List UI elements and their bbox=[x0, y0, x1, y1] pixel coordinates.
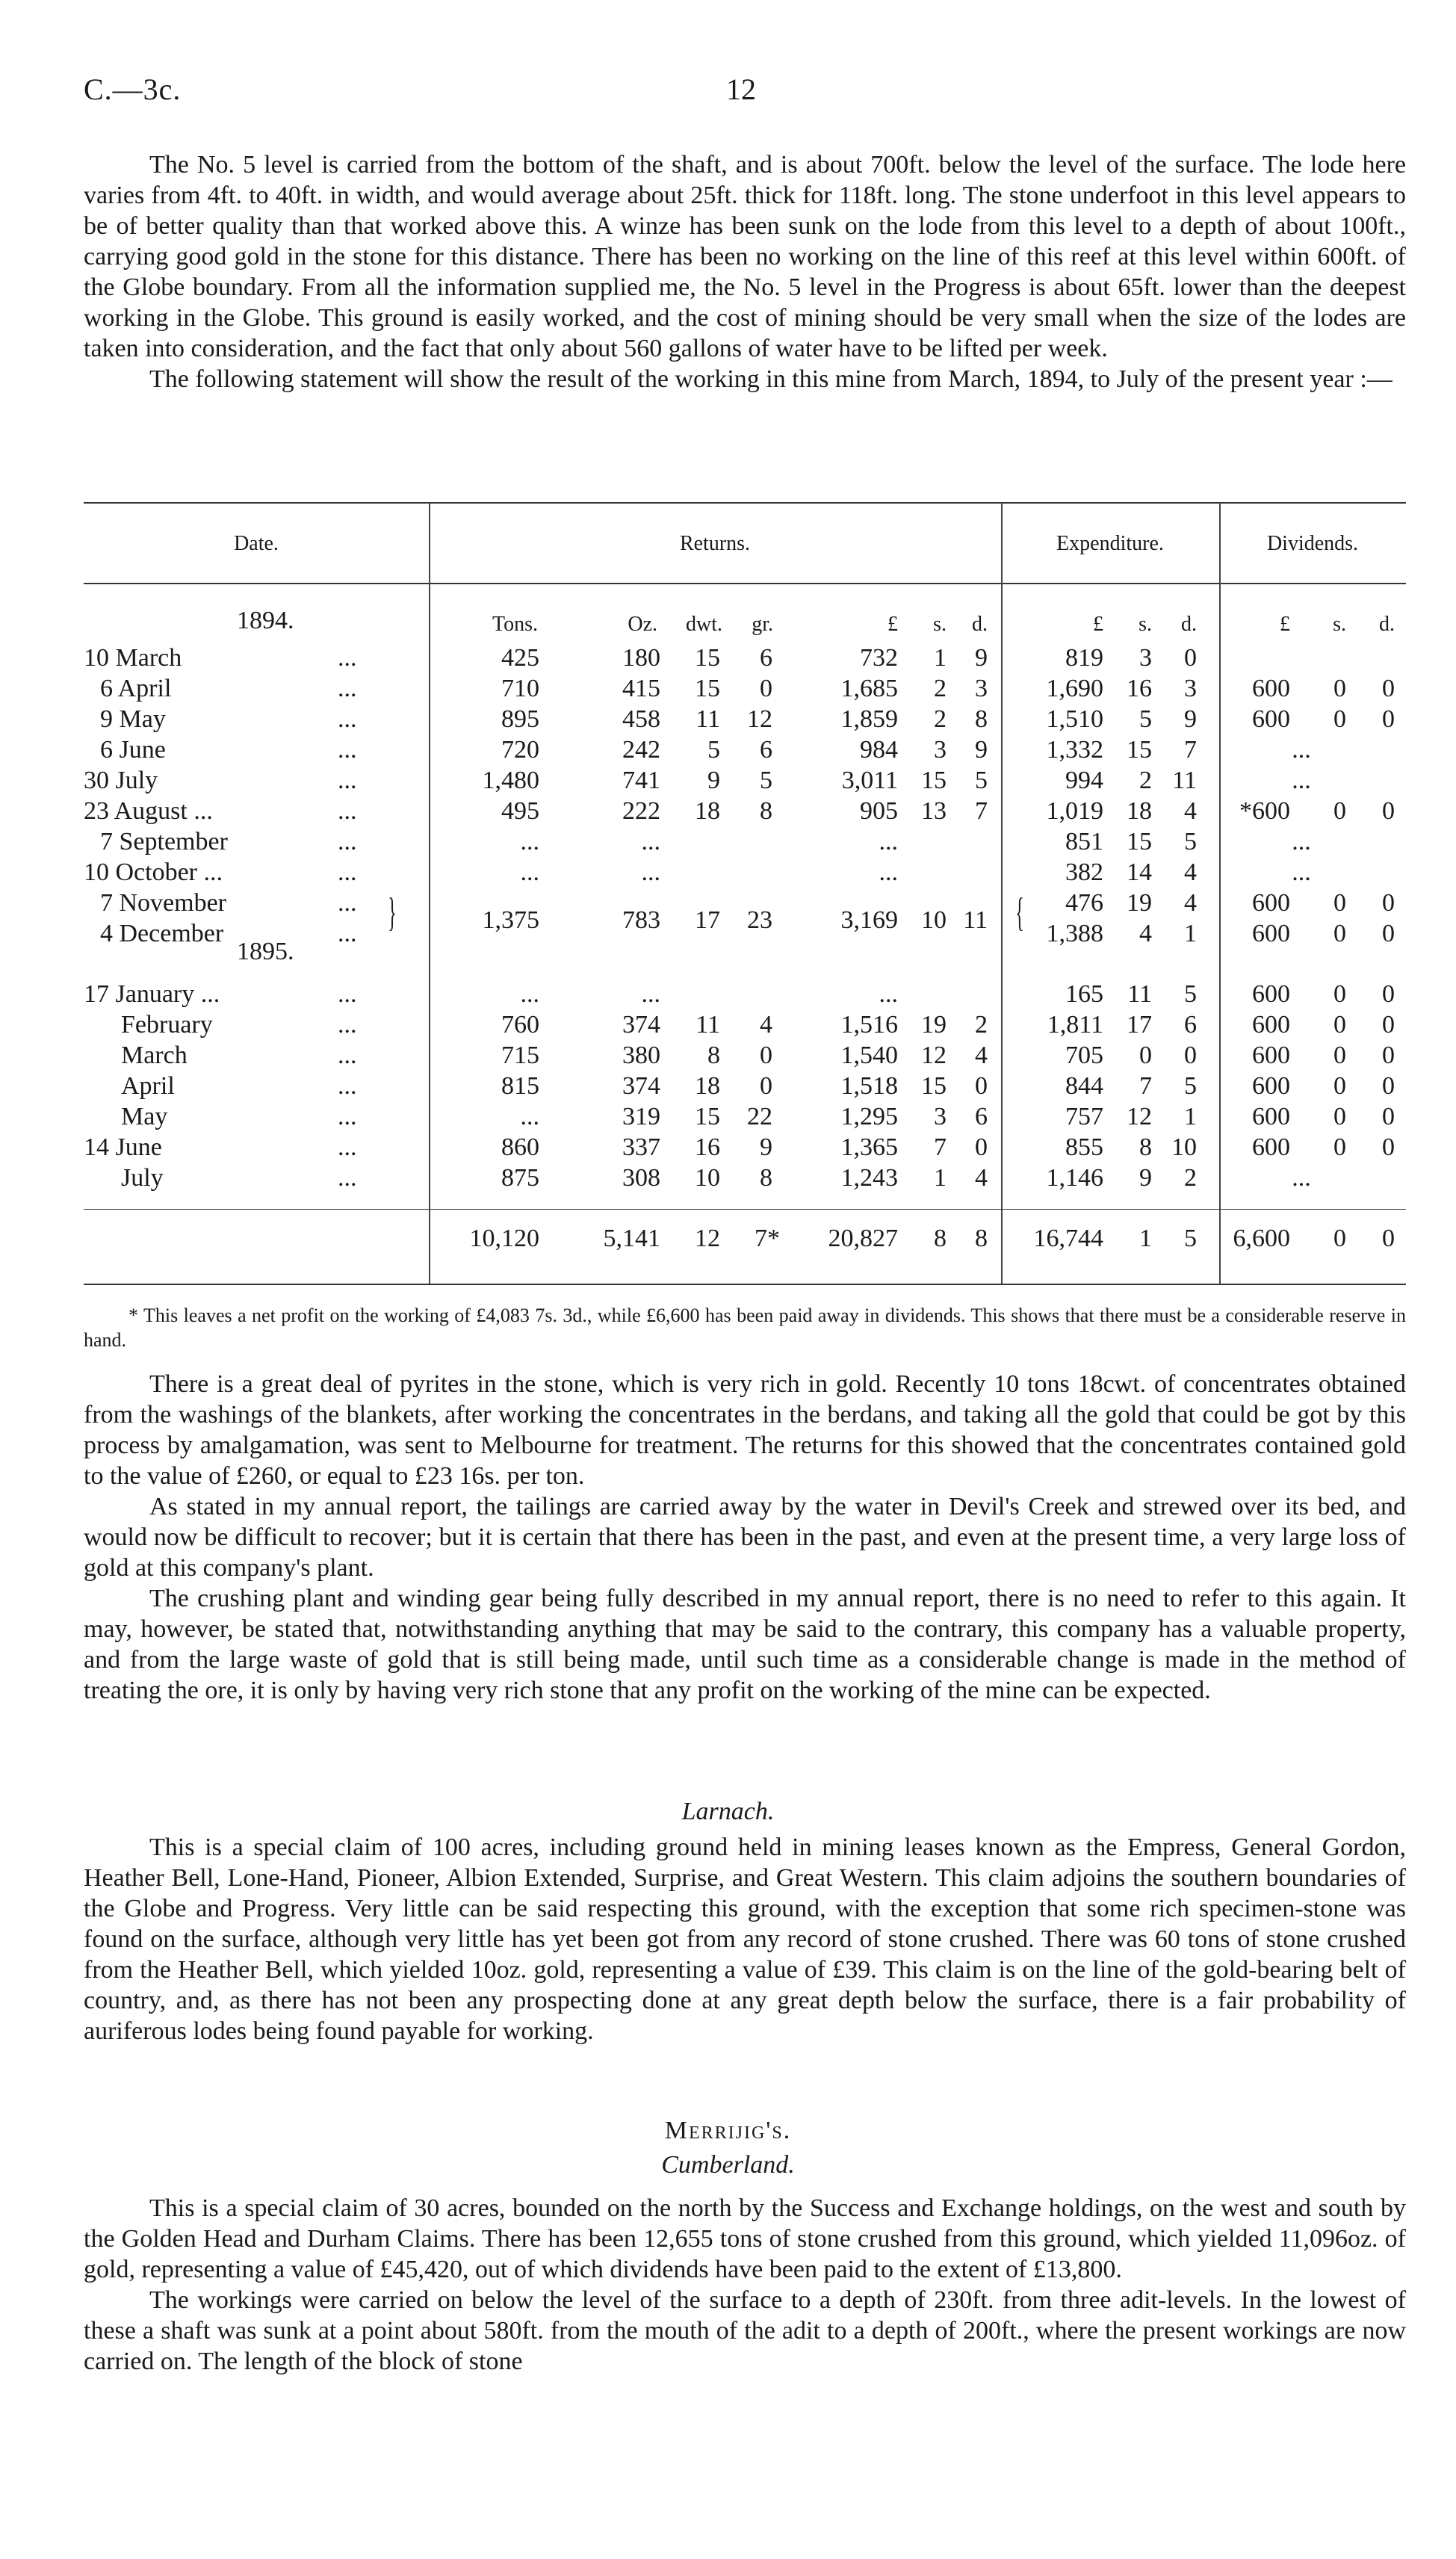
row-return-shillings: 13 bbox=[921, 797, 947, 825]
row-date: 6 April bbox=[100, 675, 172, 702]
total-expenditure-shillings: 1 bbox=[1139, 1225, 1152, 1252]
row-dividend-pounds: 600 bbox=[1252, 675, 1290, 702]
row-leader-dots: ... bbox=[338, 1011, 357, 1039]
row-expenditure-shillings: 18 bbox=[1127, 797, 1152, 825]
row-gr: 0 bbox=[760, 1042, 772, 1069]
row-expenditure-pence: 1 bbox=[1184, 1103, 1197, 1130]
row-oz: 242 bbox=[622, 736, 660, 764]
unit-tons: Tons. bbox=[492, 613, 538, 636]
row-leader-dots: ... bbox=[338, 675, 357, 702]
row-gr: 0 bbox=[760, 675, 772, 702]
row-dividend-pounds: 600 bbox=[1252, 1133, 1290, 1161]
row-expenditure-pounds: 1,811 bbox=[1047, 1011, 1103, 1039]
row-return-shillings: 3 bbox=[934, 736, 947, 764]
row-tons: 815 bbox=[501, 1072, 539, 1100]
row-dwt: 10 bbox=[695, 1164, 720, 1192]
row-expenditure-pence: 0 bbox=[1184, 1042, 1197, 1069]
row-expenditure-pence: 5 bbox=[1184, 980, 1197, 1008]
row-dividend-shillings: 0 bbox=[1333, 705, 1346, 733]
row-return-pence: 9 bbox=[975, 644, 988, 672]
row-return-pounds: 1,859 bbox=[840, 705, 898, 733]
brace: } bbox=[388, 890, 397, 935]
row-oz: 180 bbox=[622, 644, 660, 672]
row-return-pounds: 905 bbox=[860, 797, 898, 825]
total-return-pence: 8 bbox=[975, 1225, 988, 1252]
row-tons: 495 bbox=[501, 797, 539, 825]
column-divider bbox=[1001, 502, 1003, 1284]
row-expenditure-shillings: 5 bbox=[1139, 705, 1152, 733]
section-heading-cumberland: Cumberland. bbox=[661, 2151, 795, 2179]
unit-pence: d. bbox=[1379, 613, 1395, 636]
row-return-pence: 8 bbox=[975, 705, 988, 733]
total-dividend-pence: 0 bbox=[1382, 1225, 1395, 1252]
row-leader-dots: ... bbox=[338, 767, 357, 794]
row-dividend-shillings: 0 bbox=[1333, 1133, 1346, 1161]
row-return-pounds: 984 bbox=[860, 736, 898, 764]
intro-text bbox=[84, 149, 1406, 394]
row-expenditure-pence: 6 bbox=[1184, 1011, 1197, 1039]
row-expenditure-shillings: 2 bbox=[1139, 767, 1152, 794]
unit-shillings: s. bbox=[1333, 613, 1346, 636]
row-return-pounds: ... bbox=[879, 858, 898, 886]
page-number: 12 bbox=[726, 72, 756, 106]
row-return-shillings: 2 bbox=[934, 675, 947, 702]
row-dividend-shillings: 0 bbox=[1333, 980, 1346, 1008]
row-tons: ... bbox=[520, 828, 539, 855]
row-return-pounds: 1,243 bbox=[840, 1164, 898, 1192]
row-tons: 425 bbox=[501, 644, 539, 672]
row-expenditure-shillings: 8 bbox=[1139, 1133, 1152, 1161]
column-header-expenditure: Expenditure. bbox=[1056, 532, 1164, 555]
row-leader-dots: ... bbox=[338, 736, 357, 764]
row-tons: ... bbox=[520, 980, 539, 1008]
row-expenditure-shillings: 0 bbox=[1139, 1042, 1152, 1069]
row-dividend-pounds: 600 bbox=[1252, 1011, 1290, 1039]
row-expenditure-pounds: 382 bbox=[1065, 858, 1103, 886]
row-oz: 374 bbox=[622, 1011, 660, 1039]
row-expenditure-pence: 4 bbox=[1184, 889, 1197, 917]
row-date: 17 January ... bbox=[84, 980, 220, 1008]
row-return-shillings: 19 bbox=[921, 1011, 947, 1039]
row-tons: 860 bbox=[501, 1133, 539, 1161]
row-tons: ... bbox=[520, 858, 539, 886]
row-expenditure-shillings: 17 bbox=[1127, 1011, 1152, 1039]
row-return-pence: 0 bbox=[975, 1072, 988, 1100]
paragraph: This is a special claim of 30 acres, bounded on the north by the Success and Exchange holdings, on the west and south by the Golden Head and Durham Claims. There has been 12,655 tons of stone crushed from this ground, which yielded 11,096oz. of gold, representing a value of £45,420, out of which dividends have been paid to the extent of £13,800. bbox=[84, 2194, 1406, 2283]
row-leader-dots: ... bbox=[338, 797, 357, 825]
row-gr: 6 bbox=[760, 736, 772, 764]
total-gr: 7* bbox=[755, 1225, 780, 1252]
row-dividend-pence: 0 bbox=[1382, 705, 1395, 733]
row-return-shillings: 3 bbox=[934, 1103, 947, 1130]
row-gr: 9 bbox=[760, 1133, 772, 1161]
row-dividend-pounds: 600 bbox=[1252, 980, 1290, 1008]
row-expenditure-pounds: 757 bbox=[1065, 1103, 1103, 1130]
row-expenditure-pounds: 994 bbox=[1065, 767, 1103, 794]
paragraph: There is a great deal of pyrites in the stone, which is very rich in gold. Recently 10 tons 18cwt. of concentrates obtained from the washings of the blankets, after working the concentrates in the berdans, and taking all the gold that could be got by this process by amalgamation, was sent to Melbourne for treatment. The returns for this showed that the concentrates contained gold to the value of £260, or equal to £23 16s. per ton. bbox=[84, 1370, 1406, 1490]
row-return-pounds: 1,516 bbox=[840, 1011, 898, 1039]
row-oz: 319 bbox=[622, 1103, 660, 1130]
row-return-shillings: 2 bbox=[934, 705, 947, 733]
paragraph: The following statement will show the result of the working in this mine from March, 1894, to July of the present year :— bbox=[149, 365, 1393, 393]
total-dwt: 12 bbox=[695, 1225, 720, 1252]
row-dividend-pounds: ... bbox=[1292, 736, 1311, 764]
row-oz: 380 bbox=[622, 1042, 660, 1069]
row-leader-dots: ... bbox=[338, 1042, 357, 1069]
total-expenditure-pence: 5 bbox=[1184, 1225, 1197, 1252]
row-expenditure-shillings: 3 bbox=[1139, 644, 1152, 672]
row-dividend-pence: 0 bbox=[1382, 1042, 1395, 1069]
paragraph: The workings were carried on below the level of the surface to a depth of 230ft. from three adit-levels. In the lowest of these a shaft was sunk at a point about 580ft. from the mouth of the adit to a depth of 200ft., where the present workings are now carried on. The length of the block of stone bbox=[84, 2286, 1406, 2375]
row-dwt: 18 bbox=[695, 1072, 720, 1100]
row-gr: 8 bbox=[760, 797, 772, 825]
row-oz: 374 bbox=[622, 1072, 660, 1100]
row-dividend-shillings: 0 bbox=[1333, 1011, 1346, 1039]
row-dividend-pounds: ... bbox=[1292, 858, 1311, 886]
total-return-pounds: 20,827 bbox=[828, 1225, 898, 1252]
row-dividend-shillings: 0 bbox=[1333, 1042, 1346, 1069]
paragraph: This is a special claim of 100 acres, including ground held in mining leases known as the Empress, General Gordon, Heather Bell, Lone-Hand, Pioneer, Albion Extended, Surprise, and Great Western. This claim adjoins the southern boundaries of the Globe and Progress. Very little can be said respecting this ground, with the exception that some rich specimen-stone was found on the surface, although very little has yet been got from any record of stone crushed. There was 60 tons of stone crushed from the Heather Bell, which yielded 10oz. gold, representing a value of £39. This claim is on the line of the gold-bearing belt of country, and, as there has not been any prospecting done at any great depth below the surface, there is a fair probability of auriferous lodes being found payable for working. bbox=[84, 1834, 1406, 2045]
row-expenditure-shillings: 4 bbox=[1139, 920, 1152, 947]
row-dividend-pounds: ... bbox=[1292, 828, 1311, 855]
row-leader-dots: ... bbox=[338, 920, 357, 947]
row-return-pounds: 1,365 bbox=[840, 1133, 898, 1161]
row-dwt: 5 bbox=[707, 736, 720, 764]
unit-pounds: £ bbox=[1280, 613, 1290, 636]
row-dividend-pence: 0 bbox=[1382, 920, 1395, 947]
row-date: 14 June bbox=[84, 1133, 162, 1161]
row-tons: 875 bbox=[501, 1164, 539, 1192]
row-date: 7 November bbox=[100, 889, 227, 917]
row-dividend-pence: 0 bbox=[1382, 675, 1395, 702]
row-dividend-pence: 0 bbox=[1382, 889, 1395, 917]
row-dividend-pounds: *600 bbox=[1239, 797, 1290, 825]
column-header-returns: Returns. bbox=[679, 532, 751, 555]
row-expenditure-pence: 11 bbox=[1172, 767, 1197, 794]
row-date: 4 December bbox=[100, 920, 224, 947]
row-dividend-pounds: 600 bbox=[1252, 1042, 1290, 1069]
row-gr: 12 bbox=[747, 705, 772, 733]
row-expenditure-pounds: 1,510 bbox=[1046, 705, 1103, 733]
row-dwt: 18 bbox=[695, 797, 720, 825]
row-date: 6 June bbox=[100, 736, 166, 764]
row-return-pounds: ... bbox=[879, 828, 898, 855]
row-leader-dots: ... bbox=[338, 828, 357, 855]
row-return-shillings: 12 bbox=[921, 1042, 947, 1069]
row-return-shillings: 1 bbox=[934, 644, 947, 672]
row-date: July bbox=[121, 1164, 164, 1192]
row-leader-dots: ... bbox=[338, 1103, 357, 1130]
row-expenditure-pence: 5 bbox=[1184, 1072, 1197, 1100]
row-dividend-pounds: 600 bbox=[1252, 889, 1290, 917]
row-gr: 5 bbox=[760, 767, 772, 794]
combined-return-pounds: 3,169 bbox=[840, 906, 898, 934]
combined-tons: 1,375 bbox=[482, 906, 539, 934]
row-expenditure-pence: 0 bbox=[1184, 644, 1197, 672]
row-dividend-pounds: ... bbox=[1292, 1164, 1311, 1192]
row-date: May bbox=[121, 1103, 168, 1130]
row-leader-dots: ... bbox=[338, 980, 357, 1008]
row-gr: 6 bbox=[760, 644, 772, 672]
combined-return-shillings: 10 bbox=[921, 906, 947, 934]
row-expenditure-pence: 3 bbox=[1184, 675, 1197, 702]
row-leader-dots: ... bbox=[338, 1133, 357, 1161]
year-label: 1895. bbox=[237, 938, 294, 965]
row-gr: 8 bbox=[760, 1164, 772, 1192]
row-leader-dots: ... bbox=[338, 644, 357, 672]
row-expenditure-pence: 10 bbox=[1171, 1133, 1197, 1161]
row-expenditure-pounds: 819 bbox=[1065, 644, 1103, 672]
row-dwt: 15 bbox=[695, 675, 720, 702]
row-oz: ... bbox=[641, 828, 660, 855]
row-expenditure-shillings: 7 bbox=[1139, 1072, 1152, 1100]
row-oz: 222 bbox=[622, 797, 660, 825]
row-oz: 415 bbox=[622, 675, 660, 702]
row-dividend-shillings: 0 bbox=[1333, 675, 1346, 702]
row-date: 7 September bbox=[100, 828, 228, 855]
row-expenditure-shillings: 9 bbox=[1139, 1164, 1152, 1192]
row-expenditure-pence: 9 bbox=[1184, 705, 1197, 733]
total-tons: 10,120 bbox=[469, 1225, 539, 1252]
unit-pence: d. bbox=[1181, 613, 1197, 636]
row-return-pence: 2 bbox=[975, 1011, 988, 1039]
row-expenditure-pence: 7 bbox=[1184, 736, 1197, 764]
unit-pence: d. bbox=[972, 613, 988, 636]
unit-pounds: £ bbox=[1093, 613, 1103, 636]
row-return-shillings: 7 bbox=[934, 1133, 947, 1161]
brace: { bbox=[1015, 890, 1024, 935]
unit-gr: gr. bbox=[752, 613, 773, 636]
row-leader-dots: ... bbox=[338, 705, 357, 733]
row-expenditure-pounds: 851 bbox=[1065, 828, 1103, 855]
row-return-pence: 0 bbox=[975, 1133, 988, 1161]
table-total-rule bbox=[84, 1209, 1406, 1210]
table-bottom-rule bbox=[84, 1284, 1406, 1285]
row-return-pounds: 1,518 bbox=[840, 1072, 898, 1100]
row-return-pence: 4 bbox=[975, 1164, 988, 1192]
row-dividend-pounds: 600 bbox=[1252, 920, 1290, 947]
row-expenditure-pounds: 1,690 bbox=[1046, 675, 1103, 702]
row-return-pence: 3 bbox=[975, 675, 988, 702]
row-dwt: 11 bbox=[696, 705, 720, 733]
row-return-pence: 7 bbox=[975, 797, 988, 825]
row-oz: ... bbox=[641, 980, 660, 1008]
combined-gr: 23 bbox=[747, 906, 772, 934]
table-header-rule bbox=[84, 583, 1406, 584]
row-tons: 710 bbox=[501, 675, 539, 702]
row-leader-dots: ... bbox=[338, 889, 357, 917]
row-dwt: 9 bbox=[707, 767, 720, 794]
total-dividend-shillings: 0 bbox=[1333, 1225, 1346, 1252]
unit-shillings: s. bbox=[933, 613, 947, 636]
row-return-pounds: 1,685 bbox=[840, 675, 898, 702]
unit-dwt: dwt. bbox=[686, 613, 722, 636]
row-dividend-shillings: 0 bbox=[1333, 797, 1346, 825]
row-dividend-pounds: ... bbox=[1292, 767, 1311, 794]
row-dividend-shillings: 0 bbox=[1333, 889, 1346, 917]
row-oz: 458 bbox=[622, 705, 660, 733]
row-expenditure-shillings: 14 bbox=[1127, 858, 1152, 886]
row-return-pence: 4 bbox=[975, 1042, 988, 1069]
total-return-shillings: 8 bbox=[934, 1225, 947, 1252]
document-reference: C.—3c. bbox=[84, 72, 182, 106]
total-expenditure-pounds: 16,744 bbox=[1033, 1225, 1103, 1252]
row-expenditure-shillings: 16 bbox=[1127, 675, 1152, 702]
row-expenditure-pounds: 705 bbox=[1065, 1042, 1103, 1069]
row-expenditure-shillings: 15 bbox=[1127, 736, 1152, 764]
row-oz: 741 bbox=[622, 767, 660, 794]
row-dividend-pence: 0 bbox=[1382, 1133, 1395, 1161]
row-date: April bbox=[121, 1072, 175, 1100]
year-label: 1894. bbox=[237, 607, 294, 634]
row-return-pounds: 1,540 bbox=[840, 1042, 898, 1069]
paragraph: The crushing plant and winding gear being fully described in my annual report, there is no need to refer to this again. It may, however, be stated that, notwithstanding anything that may be said to the contrary, this company has a valuable property, and from the large waste of gold that is still being made, until such time as a considerable change is made in the method of treating the ore, it is only by having very rich stone that any profit on the working of the mine can be expected. bbox=[84, 1585, 1406, 1704]
row-dwt: 15 bbox=[695, 644, 720, 672]
row-dividend-pounds: 600 bbox=[1252, 1103, 1290, 1130]
row-return-pence: 6 bbox=[975, 1103, 988, 1130]
row-gr: 22 bbox=[747, 1103, 772, 1130]
row-expenditure-pence: 2 bbox=[1184, 1164, 1197, 1192]
row-date: 9 May bbox=[100, 705, 166, 733]
row-dividend-shillings: 0 bbox=[1333, 1103, 1346, 1130]
row-date: 23 August ... bbox=[84, 797, 213, 825]
row-expenditure-pence: 4 bbox=[1184, 797, 1197, 825]
row-expenditure-pounds: 1,388 bbox=[1046, 920, 1103, 947]
combined-dwt: 17 bbox=[695, 906, 720, 934]
column-header-date: Date. bbox=[234, 532, 279, 555]
row-return-pounds: 732 bbox=[860, 644, 898, 672]
row-expenditure-shillings: 12 bbox=[1127, 1103, 1152, 1130]
paragraph: The No. 5 level is carried from the bottom of the shaft, and is about 700ft. below the level of the surface. The lode here varies from 4ft. to 40ft. in width, and would average about 25ft. thick for 118ft. long. The stone underfoot in this level appears to be of better quality than that worked above this. A winze has been sunk on the lode from this level to a depth of about 100ft., carrying good gold in the stone for this distance. There has been no working on the line of this reef at this level within 600ft. of the Globe boundary. From all the information supplied me, the No. 5 level in the Progress is about 65ft. lower than the deepest working in the Globe. This ground is easily worked, and the cost of mining should be very small when the size of the lodes are taken into consideration, and the fact that only about 560 gallons of water have to be lifted per week. bbox=[84, 151, 1406, 362]
combined-oz: 783 bbox=[622, 906, 660, 934]
row-dividend-pence: 0 bbox=[1382, 980, 1395, 1008]
row-tons: ... bbox=[520, 1103, 539, 1130]
larnach-text bbox=[84, 1832, 1406, 2046]
row-expenditure-pounds: 1,019 bbox=[1046, 797, 1103, 825]
table-top-rule bbox=[84, 502, 1406, 504]
row-dividend-shillings: 0 bbox=[1333, 1072, 1346, 1100]
row-date: 10 October ... bbox=[84, 858, 223, 886]
row-oz: ... bbox=[641, 858, 660, 886]
row-expenditure-shillings: 11 bbox=[1127, 980, 1152, 1008]
row-tons: 895 bbox=[501, 705, 539, 733]
paragraph: As stated in my annual report, the tailings are carried away by the water in Devil's Creek and strewed over its bed, and would now be difficult to recover; but it is certain that there has been in the past, and even at the present time, a very large loss of gold at this company's plant. bbox=[84, 1493, 1406, 1582]
row-date: 30 July bbox=[84, 767, 158, 794]
row-expenditure-pounds: 476 bbox=[1065, 889, 1103, 917]
row-tons: 720 bbox=[501, 736, 539, 764]
body-text bbox=[84, 1369, 1406, 1706]
returns-table bbox=[84, 502, 1406, 1287]
row-date: 10 March bbox=[84, 644, 182, 672]
table-footnote bbox=[84, 1303, 1406, 1352]
row-dwt: 8 bbox=[707, 1042, 720, 1069]
row-expenditure-pounds: 1,332 bbox=[1046, 736, 1103, 764]
section-heading-larnach: Larnach. bbox=[681, 1798, 775, 1825]
row-gr: 4 bbox=[760, 1011, 772, 1039]
row-dividend-pounds: 600 bbox=[1252, 1072, 1290, 1100]
row-expenditure-pounds: 1,146 bbox=[1046, 1164, 1103, 1192]
row-expenditure-pounds: 165 bbox=[1065, 980, 1103, 1008]
row-date: March bbox=[121, 1042, 188, 1069]
combined-return-pence: 11 bbox=[963, 906, 988, 934]
unit-shillings: s. bbox=[1139, 613, 1152, 636]
total-oz: 5,141 bbox=[603, 1225, 660, 1252]
row-dwt: 15 bbox=[695, 1103, 720, 1130]
row-dwt: 16 bbox=[695, 1133, 720, 1161]
row-return-shillings: 15 bbox=[921, 1072, 947, 1100]
row-leader-dots: ... bbox=[338, 1164, 357, 1192]
row-dwt: 11 bbox=[696, 1011, 720, 1039]
row-return-shillings: 15 bbox=[921, 767, 947, 794]
row-date: February bbox=[121, 1011, 213, 1039]
section-heading-merrijig: Merrijig's. bbox=[664, 2117, 792, 2144]
row-gr: 0 bbox=[760, 1072, 772, 1100]
unit-pounds: £ bbox=[887, 613, 898, 636]
row-oz: 308 bbox=[622, 1164, 660, 1192]
row-leader-dots: ... bbox=[338, 1072, 357, 1100]
row-dividend-pence: 0 bbox=[1382, 1103, 1395, 1130]
row-dividend-pounds: 600 bbox=[1252, 705, 1290, 733]
row-expenditure-pence: 5 bbox=[1184, 828, 1197, 855]
row-dividend-pence: 0 bbox=[1382, 1072, 1395, 1100]
row-return-pence: 9 bbox=[975, 736, 988, 764]
row-tons: 715 bbox=[501, 1042, 539, 1069]
row-return-pence: 5 bbox=[975, 767, 988, 794]
row-expenditure-shillings: 19 bbox=[1127, 889, 1152, 917]
row-tons: 1,480 bbox=[482, 767, 539, 794]
row-dividend-pence: 0 bbox=[1382, 797, 1395, 825]
row-dividend-pence: 0 bbox=[1382, 1011, 1395, 1039]
row-return-pounds: 1,295 bbox=[840, 1103, 898, 1130]
unit-oz: Oz. bbox=[628, 613, 657, 636]
footnote-text: * This leaves a net profit on the working of £4,083 7s. 3d., while £6,600 has been paid away in dividends. This shows that there must be a considerable reserve in hand. bbox=[84, 1305, 1406, 1351]
total-dividend-pounds: 6,600 bbox=[1233, 1225, 1290, 1252]
row-return-pounds: 3,011 bbox=[841, 767, 898, 794]
cumberland-text bbox=[84, 2193, 1406, 2377]
row-tons: 760 bbox=[501, 1011, 539, 1039]
column-divider bbox=[429, 502, 430, 1284]
row-expenditure-pounds: 844 bbox=[1065, 1072, 1103, 1100]
row-expenditure-shillings: 15 bbox=[1127, 828, 1152, 855]
row-expenditure-pounds: 855 bbox=[1065, 1133, 1103, 1161]
row-leader-dots: ... bbox=[338, 858, 357, 886]
row-dividend-shillings: 0 bbox=[1333, 920, 1346, 947]
row-oz: 337 bbox=[622, 1133, 660, 1161]
row-expenditure-pence: 1 bbox=[1184, 920, 1197, 947]
row-expenditure-pence: 4 bbox=[1184, 858, 1197, 886]
column-divider bbox=[1219, 502, 1221, 1284]
column-header-dividends: Dividends. bbox=[1266, 532, 1359, 555]
row-return-shillings: 1 bbox=[934, 1164, 947, 1192]
row-return-pounds: ... bbox=[879, 980, 898, 1008]
